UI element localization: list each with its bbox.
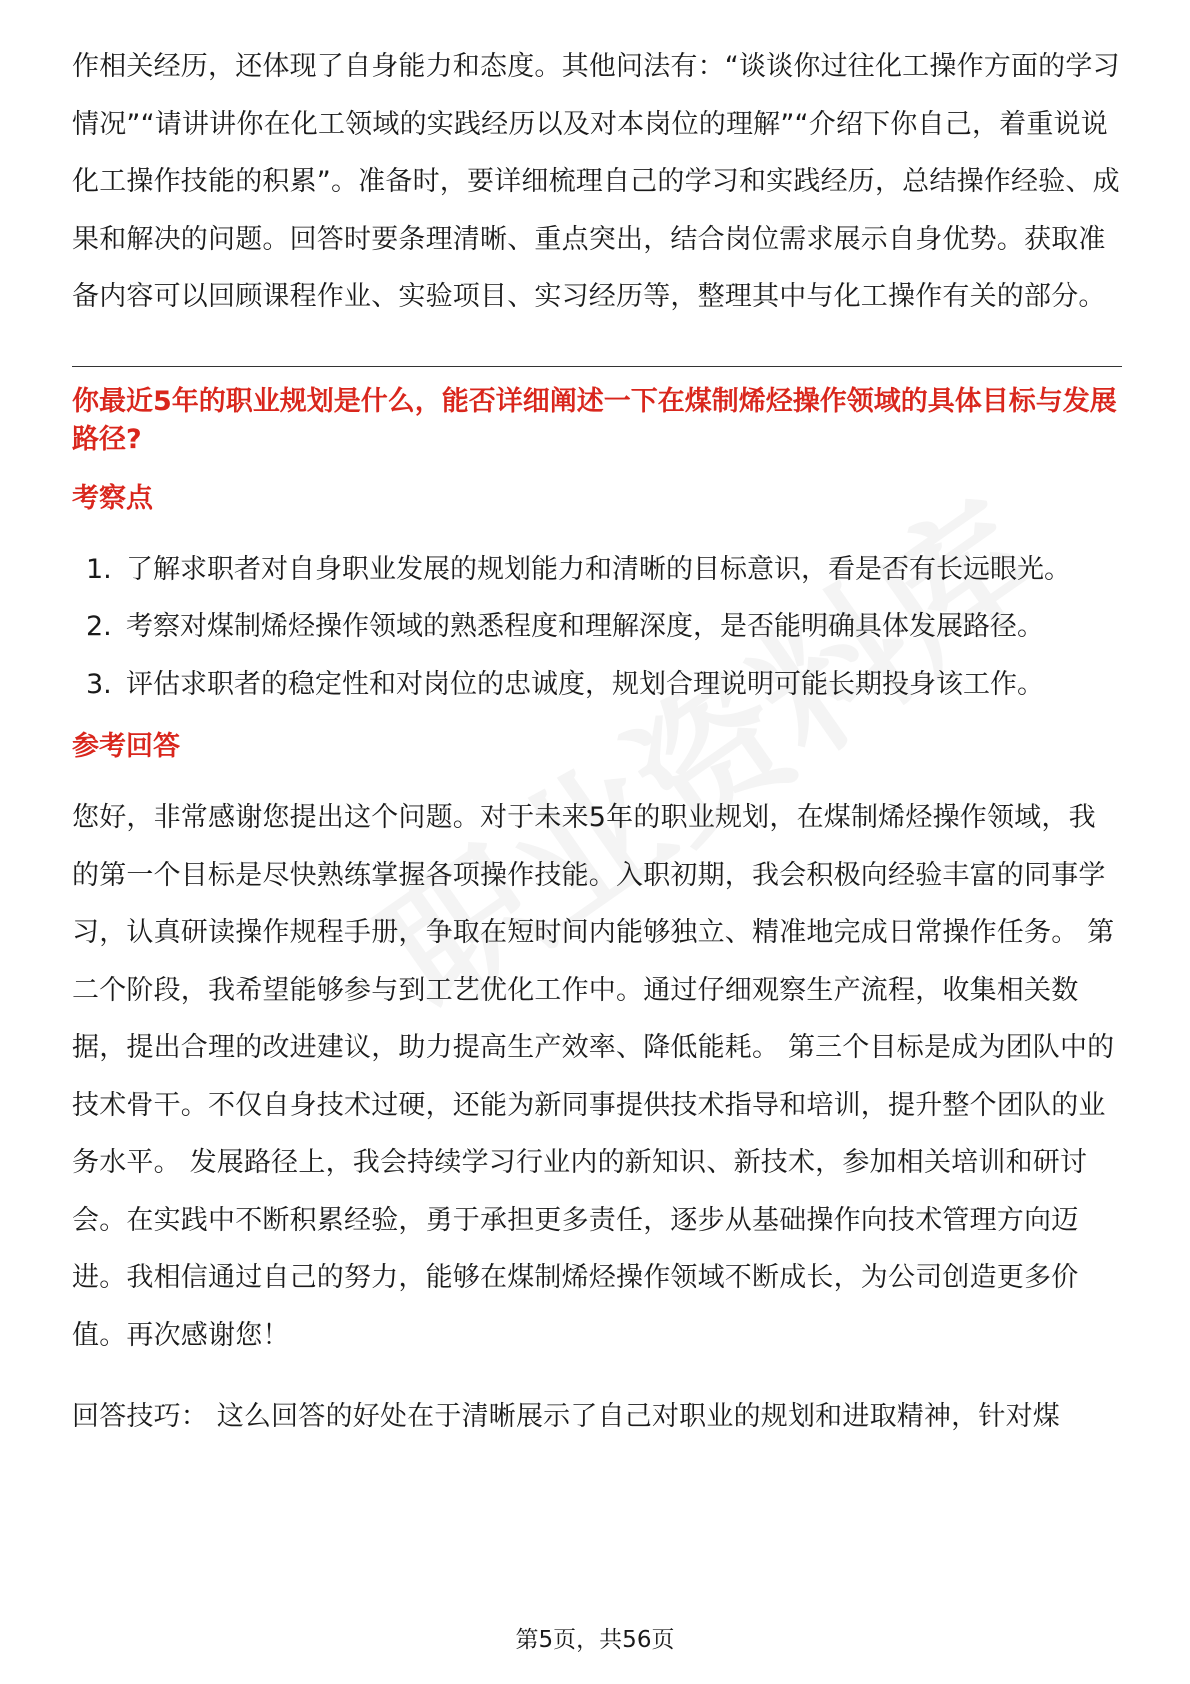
list-item (72, 598, 1122, 656)
question-heading: 你最近5年的职业规划是什么，能否详细阐述一下在煤制烯烃操作领域的具体目标与发展路径? (72, 385, 1117, 455)
answer-tip-paragraph: 回答技巧： 这么回答的好处在于清晰展示了自己对职业的规划和进取精神，针对煤 (72, 1401, 1060, 1432)
assessment-heading: 考察点 (72, 482, 153, 514)
document-page (72, 38, 1122, 1446)
section-divider (72, 366, 1122, 367)
list-item-text: 考察对煤制烯烃操作领域的熟悉程度和理解深度，是否能明确具体发展路径。 (126, 611, 1044, 642)
list-item-number: 1. (86, 553, 112, 585)
assessment-points-list (72, 541, 1122, 714)
answer-paragraph: 您好，非常感谢您提出这个问题。对于未来5年的职业规划，在煤制烯烃操作领域，我的第一个目标是尽快熟练掌握各项操作技能。入职初期，我会积极向经验丰富的同事学习，认真研读操作规程手册，争取在短时间内能够独立、精准地完成日常操作任务。 第二个阶段，我希望能够参与到工艺优化工作中。通过仔细观察生产流程，收集相关数据，提出合理的改进建议，助力提高生产效率、降低能耗。 第三个目标是成为团队中的技术骨干。不仅自身技术过硬，还能为新同事提供技术指导和培训，提升整个团队的业务水平。 发展路径上，我会持续学习行业内的新知识、新技术，参加相关培训和研讨会。在实践中不断积累经验，勇于承担更多责任，逐步从基础操作向技术管理方向迈进。我相信通过自己的努力，能够在煤制烯烃操作领域不断成长，为公司创造更多价值。再次感谢您！ (72, 802, 1115, 1351)
list-item (72, 656, 1122, 714)
answer-heading: 参考回答 (72, 731, 180, 762)
list-item-text: 了解求职者对自身职业发展的规划能力和清晰的目标意识，看是否有长远眼光。 (126, 553, 1071, 585)
page-number-footer: 第5页，共56页 (515, 1627, 675, 1653)
list-item-number: 3. (86, 668, 112, 700)
list-item-text: 评估求职者的稳定性和对岗位的忠诚度，规划合理说明可能长期投身该工作。 (126, 668, 1044, 700)
intro-paragraph: 作相关经历，还体现了自身能力和态度。其他问法有：“谈谈你过往化工操作方面的学习情况”“请讲讲你在化工领域的实践经历以及对本岗位的理解”“介绍下你自己，着重说说化工操作技能的积累”。准备时，要详细梳理自己的学习和实践经历，总结操作经验、成果和解决的问题。回答时要条理清晰、重点突出，结合岗位需求展示自身优势。获取准备内容可以回顾课程作业、实验项目、实习经历等，整理其中与化工操作有关的部分。 (72, 51, 1120, 312)
list-item-number: 2. (86, 611, 112, 642)
list-item (72, 541, 1122, 599)
